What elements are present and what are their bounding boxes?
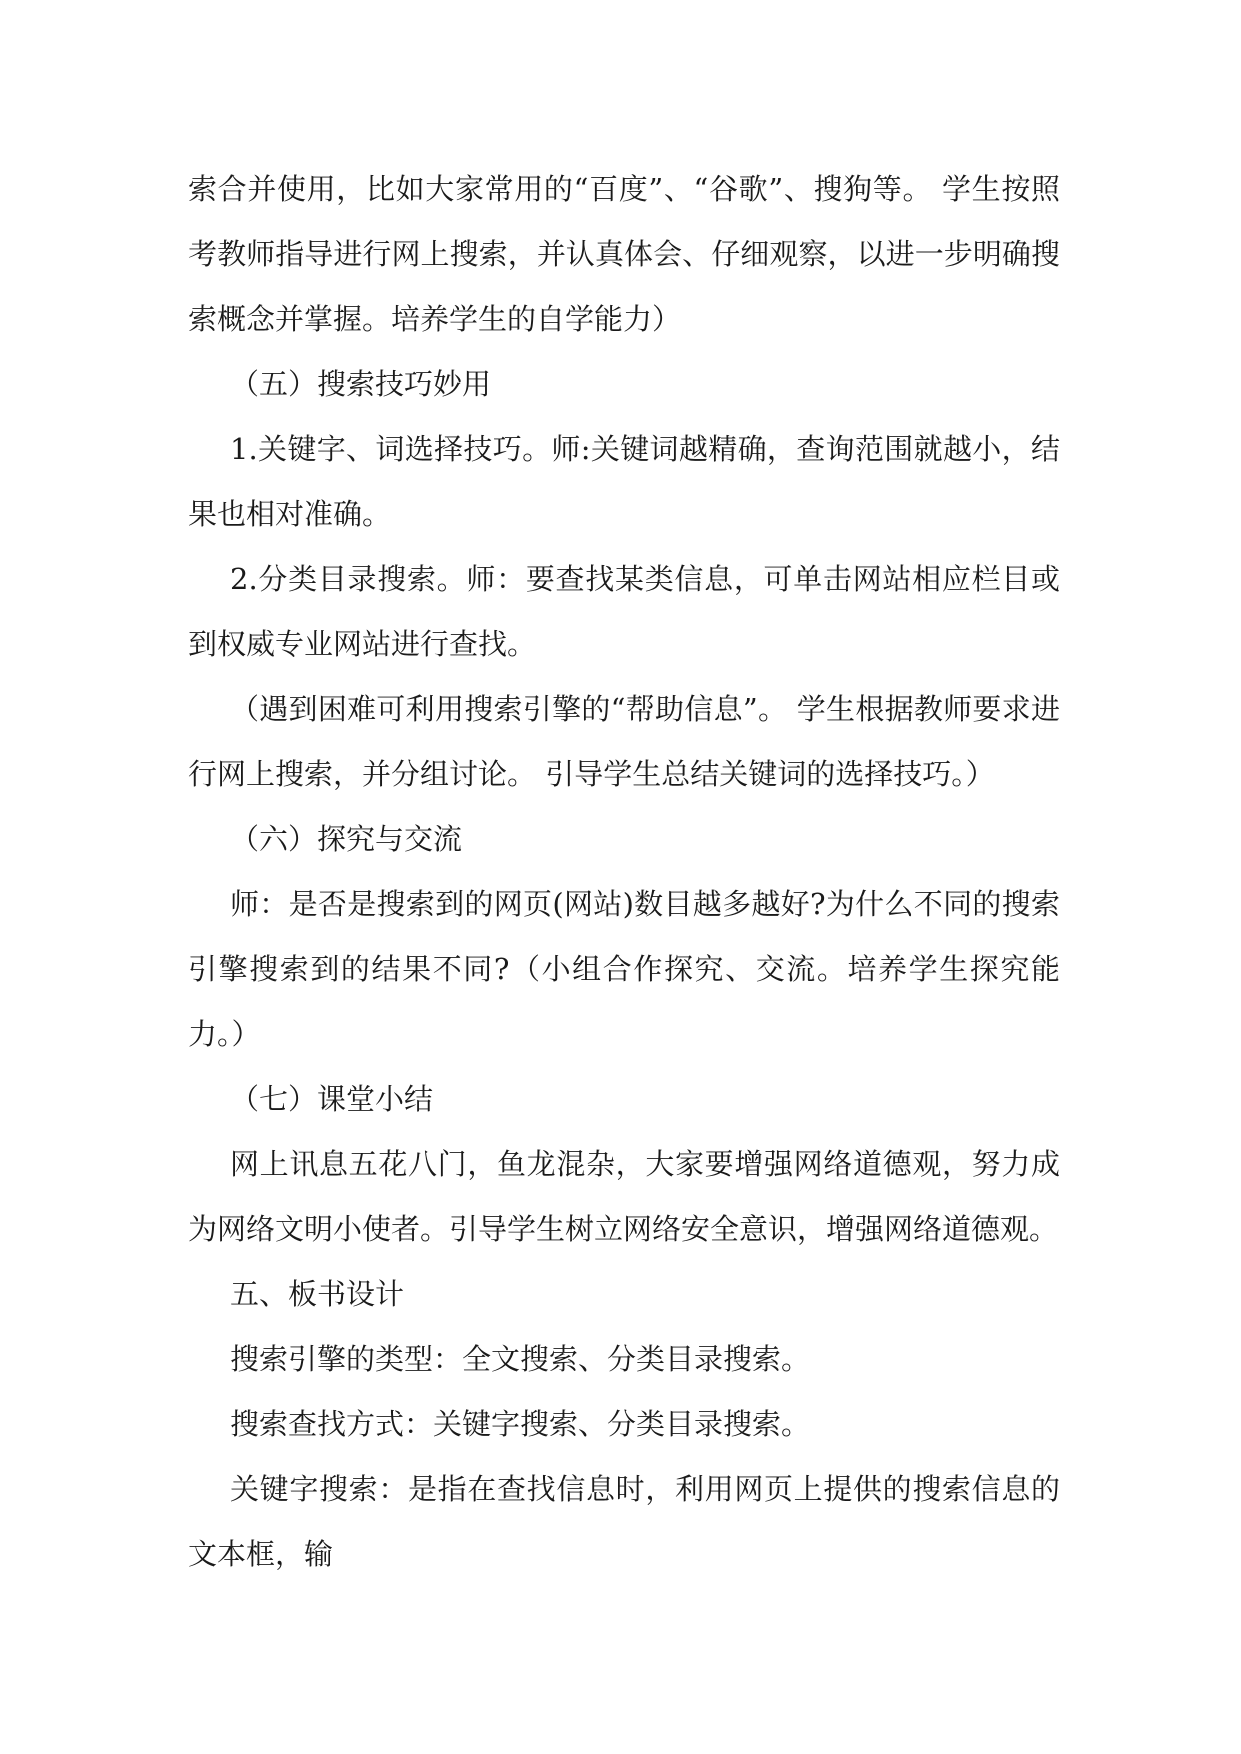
section-heading-7: （七）课堂小结 xyxy=(230,1082,434,1116)
paragraph-summary: 网上讯息五花八门，鱼龙混杂，大家要增强网络道德观，努力成为网络文明小使者。引导学生树立网络安全意识，增强网络道德观。 xyxy=(188,1147,1060,1246)
paragraph-continuation: 索合并使用，比如大家常用的“百度”、“谷歌”、搜狗等。 学生按照考教师指导进行网上搜索，并认真体会、仔细观察，以进一步明确搜索概念并掌握。培养学生的自学能力） xyxy=(188,172,1060,336)
paragraph-keyword-search: 关键字搜索：是指在查找信息时，利用网页上提供的搜索信息的文本框，输 xyxy=(188,1472,1060,1571)
paragraph-inquiry: 师：是否是搜索到的网页(网站)数目越多越好?为什么不同的搜索引擎搜索到的结果不同?（小组合作探究、交流。培养学生探究能力。） xyxy=(188,887,1060,1051)
document-body xyxy=(188,157,1060,1587)
section-heading-board-design: 五、板书设计 xyxy=(230,1277,405,1311)
section-heading-6: （六）探究与交流 xyxy=(230,822,463,856)
section-heading-5: （五）搜索技巧妙用 xyxy=(230,367,492,401)
paragraph-category-search: 2.分类目录搜索。师：要查找某类信息，可单击网站相应栏目或到权威专业网站进行查找。 xyxy=(188,562,1060,661)
paragraph-keyword-tips: 1.关键字、词选择技巧。师:关键词越精确，查询范围就越小，结果也相对准确。 xyxy=(188,432,1060,531)
paragraph-engine-types: 搜索引擎的类型：全文搜索、分类目录搜索。 xyxy=(230,1342,811,1376)
paragraph-search-methods: 搜索查找方式：关键字搜索、分类目录搜索。 xyxy=(230,1407,811,1441)
paragraph-help-info: （遇到困难可利用搜索引擎的“帮助信息”。 学生根据教师要求进行网上搜索，并分组讨论。 引导学生总结关键词的选择技巧。） xyxy=(188,692,1060,791)
